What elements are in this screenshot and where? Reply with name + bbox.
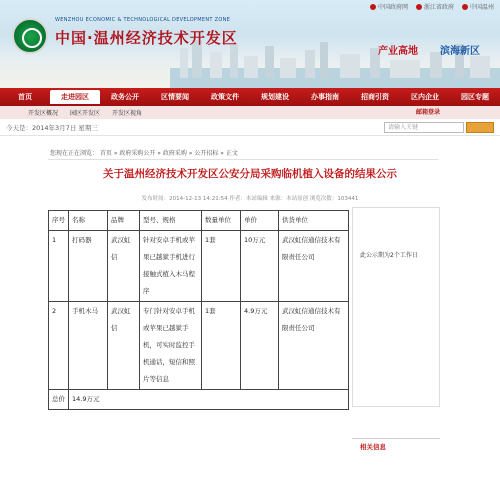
top-links (370, 2, 494, 11)
side-panel (352, 207, 440, 407)
subnav-item-parks[interactable]: 园区开发区 (70, 110, 101, 117)
nav-item-policy[interactable]: 政策文件 (211, 93, 239, 101)
col-header-quantity: 数量单位 (202, 211, 241, 231)
cell-quantity: 1套 (202, 231, 241, 302)
related-info-heading[interactable]: 相关信息 (360, 443, 386, 451)
top-link-wenzhou[interactable]: 中国温州 (462, 2, 494, 11)
divider (352, 438, 440, 439)
cell-brand: 武汉虹信 (108, 302, 140, 390)
col-header-supplier: 供货单位 (279, 211, 349, 231)
site-banner (0, 0, 500, 88)
nav-item-investment[interactable]: 招商引资 (361, 93, 389, 101)
cell-index: 2 (49, 302, 69, 390)
site-name-cn: 中国·温州经济技术开发区 (55, 29, 238, 47)
cell-quantity: 1套 (202, 302, 241, 390)
col-header-model: 型号、规格 (140, 211, 202, 231)
search-button[interactable] (466, 122, 494, 133)
mailbox-login-link[interactable]: 邮箱登录 (415, 109, 440, 116)
sub-nav (0, 106, 500, 119)
date-bar (0, 119, 500, 136)
col-header-price: 单价 (241, 211, 279, 231)
cell-index: 1 (49, 231, 69, 302)
col-header-brand: 品牌 (108, 211, 140, 231)
nav-item-planning[interactable]: 规划建设 (261, 93, 289, 101)
article-meta: 发布时间：2014-12-13 14:21:54 作者：本站编辑 来源：本站原创 浏览次数：103441 (141, 196, 359, 202)
emblem-icon (370, 4, 376, 10)
nav-item-guide[interactable]: 办事指南 (311, 93, 339, 101)
breadcrumb: 您现在正在浏览： 首页 » 政府采购公开 » 政府采购 » 公开招标 » 正文 (50, 150, 238, 157)
site-name-en: WENZHOU ECONOMIC & TECHNOLOGICAL DEVELOPMENT ZONE (55, 17, 231, 23)
cell-name: 打码器 (69, 231, 108, 302)
table-header-row (49, 211, 349, 231)
cell-supplier: 武汉虹信通信技术有限责任公司 (279, 302, 349, 390)
nav-item-home[interactable]: 首页 (18, 93, 32, 101)
nav-item-news[interactable]: 区情要闻 (161, 93, 189, 101)
site-logo-icon[interactable] (12, 18, 48, 54)
nav-item-about[interactable]: 走进园区 (50, 90, 100, 104)
table-row (49, 302, 349, 390)
article-title: 关于温州经济技术开发区公安分局采购临机植入设备的结果公示 (103, 168, 397, 180)
slogan-red: 产业高地 (378, 46, 418, 57)
notice-period-text: 此公示期为2个工作日 (360, 252, 418, 259)
emblem-icon (416, 4, 422, 10)
procurement-table (48, 210, 349, 410)
divider (48, 159, 438, 160)
cell-total-value: 14.9万元 (69, 390, 349, 410)
slogan-blue: 滨海新区 (440, 46, 480, 57)
cell-name: 手机木马 (69, 302, 108, 390)
nav-item-enterprises[interactable]: 区内企业 (411, 93, 439, 101)
current-date: 今天是：2014年3月7日 星期三 (6, 123, 98, 132)
cell-total-label: 总价 (49, 390, 69, 410)
nav-item-gov-affairs[interactable]: 政务公开 (111, 93, 139, 101)
top-link-gov[interactable]: 中国政府网 (370, 2, 408, 11)
col-header-name: 名称 (69, 211, 108, 231)
col-header-index: 序号 (49, 211, 69, 231)
cell-brand: 武汉虹信 (108, 231, 140, 302)
cell-model: 针对安卓手机或苹果已越狱手机进行接触式植入木马程序 (140, 231, 202, 302)
cell-supplier: 武汉虹信通信技术有限责任公司 (279, 231, 349, 302)
subnav-item-overview[interactable]: 开发区概况 (28, 110, 59, 117)
table-total-row (49, 390, 349, 410)
cell-model: 专门针对安卓手机或苹果已越狱手机，可实时监控手机通话，短信和照片等信息 (140, 302, 202, 390)
table-row (49, 231, 349, 302)
search-input[interactable]: 请输入关键 (384, 122, 464, 133)
main-nav (0, 88, 500, 106)
nav-item-topics[interactable]: 园区专题 (461, 93, 489, 101)
cell-price: 10万元 (241, 231, 279, 302)
cell-price: 4.9万元 (241, 302, 279, 390)
subnav-item-perspective[interactable]: 开发区视角 (112, 110, 143, 117)
top-link-zhejiang[interactable]: 浙江省政府 (416, 2, 454, 11)
emblem-icon (462, 4, 468, 10)
